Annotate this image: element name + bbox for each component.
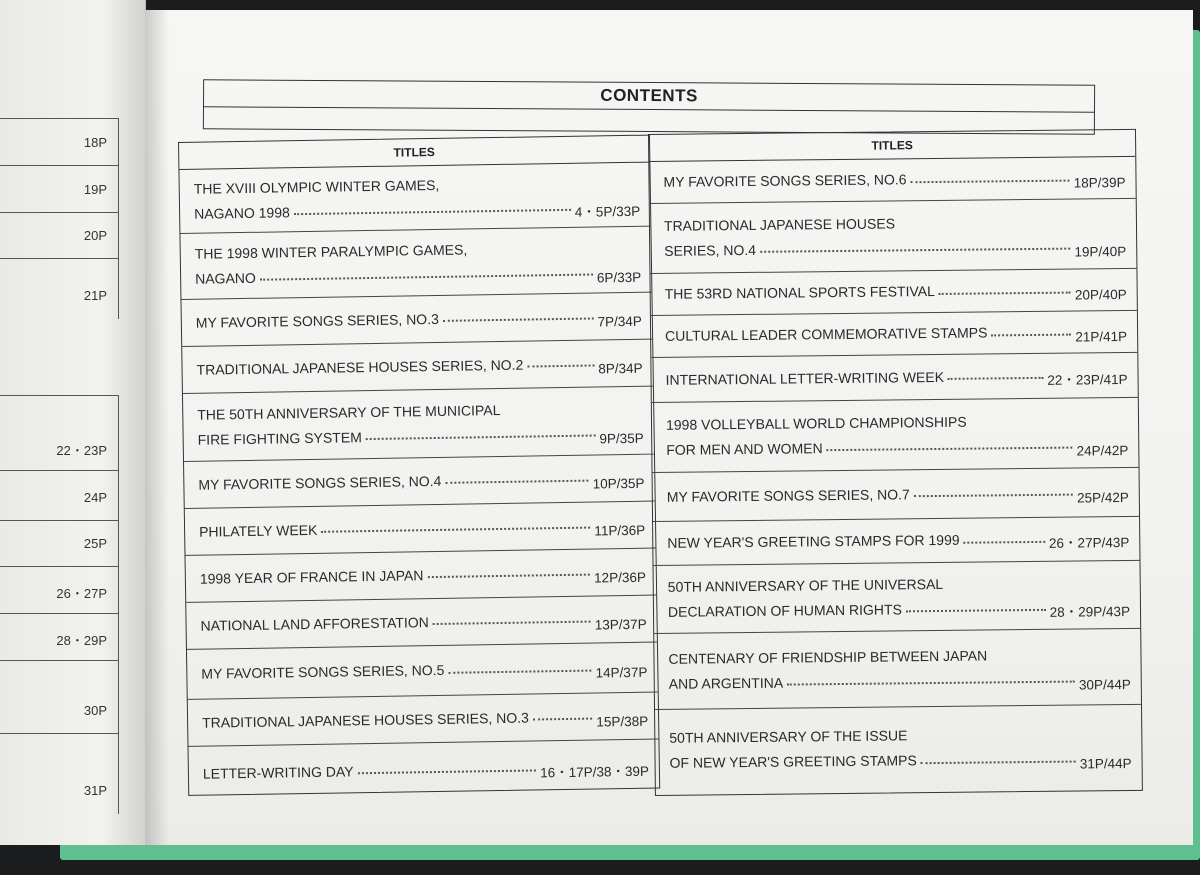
entry-title-line1: CENTENARY OF FRIENDSHIP BETWEEN JAPAN	[668, 646, 988, 667]
entry-page-number: 16・17P/38・39P	[540, 763, 650, 780]
entry-page-number: 6P/33P	[596, 269, 642, 285]
contents-entry	[651, 353, 1137, 403]
entry-page-number: 31P/44P	[1079, 755, 1132, 772]
dot-leader	[366, 434, 596, 440]
contents-page	[145, 10, 1193, 845]
contents-entry	[654, 561, 1141, 634]
entry-page-number: 10P/35P	[592, 475, 645, 492]
contents-entry	[186, 549, 657, 603]
page-reference: 25P	[83, 536, 107, 551]
entry-title: OF NEW YEAR'S GREETING STAMPS	[669, 752, 917, 771]
entry-list	[649, 157, 1142, 792]
dot-leader	[914, 494, 1073, 498]
contents-heading: CONTENTS	[204, 80, 1094, 112]
dot-leader	[260, 274, 593, 281]
dot-leader	[948, 377, 1043, 380]
dot-leader	[910, 179, 1069, 183]
page-reference: 21P	[83, 288, 107, 303]
entry-title: 1998 YEAR OF FRANCE IN JAPAN	[199, 566, 424, 587]
dot-leader	[448, 669, 591, 673]
dot-leader	[427, 574, 590, 579]
entry-title: INTERNATIONAL LETTER-WRITING WEEK	[665, 368, 945, 388]
contents-entry	[653, 517, 1139, 566]
contents-entry	[179, 163, 650, 234]
entry-page-number: 25P/42P	[1076, 489, 1129, 506]
entry-page-number: 15P/38P	[596, 713, 649, 729]
column-header: TITLES	[179, 136, 649, 170]
contents-entry	[650, 269, 1136, 316]
entry-title: FOR MEN AND WOMEN	[666, 439, 823, 458]
contents-entry	[185, 502, 656, 556]
entry-list	[179, 163, 659, 801]
entry-page-number: 18P/39P	[1073, 175, 1126, 191]
entry-title: LETTER-WRITING DAY	[202, 762, 354, 782]
entry-title: SERIES, NO.4	[664, 241, 757, 259]
contents-entry	[180, 227, 651, 300]
entry-page-number: 30P/44P	[1078, 676, 1131, 693]
entry-page-number: 19P/40P	[1074, 243, 1127, 260]
dot-leader	[443, 317, 594, 321]
dot-leader	[760, 248, 1070, 253]
entry-title: NATIONAL LAND AFFORESTATION	[200, 613, 429, 634]
entry-title: NEW YEAR'S GREETING STAMPS FOR 1999	[667, 531, 960, 551]
dot-leader	[533, 718, 592, 721]
entry-title: TRADITIONAL JAPANESE HOUSES SERIES, NO.3	[201, 709, 529, 731]
dot-leader	[527, 364, 594, 367]
left-page	[0, 0, 146, 845]
page-reference: 28・29P	[56, 633, 107, 648]
page-reference: 19P	[83, 182, 107, 197]
entry-title: DECLARATION OF HUMAN RIGHTS	[667, 600, 902, 620]
page-reference: 24P	[83, 490, 107, 505]
contents-entry	[655, 705, 1142, 792]
entry-title-line1: THE XVIII OLYMPIC WINTER GAMES,	[193, 176, 440, 197]
contents-entry	[188, 693, 659, 747]
entry-page-number: 21P/41P	[1075, 328, 1128, 345]
contents-entry	[653, 468, 1139, 522]
entry-title: THE 53RD NATIONAL SPORTS FESTIVAL	[664, 283, 935, 302]
page-reference: 18P	[83, 135, 107, 150]
dot-leader	[991, 333, 1071, 336]
entry-page-number: 28・29P/43P	[1049, 603, 1131, 620]
contents-entry	[650, 199, 1137, 274]
page-gutter-shadow	[145, 10, 169, 845]
column-header: TITLES	[649, 130, 1135, 162]
left-page-row	[0, 395, 119, 471]
entry-title-line1: 50TH ANNIVERSARY OF THE UNIVERSAL	[667, 575, 944, 595]
page-reference: 30P	[83, 703, 107, 718]
dot-leader	[445, 480, 588, 484]
entry-title: NAGANO 1998	[193, 203, 290, 222]
entry-title: CULTURAL LEADER COMMEMORATIVE STAMPS	[665, 324, 988, 344]
dot-leader	[964, 540, 1045, 543]
dot-leader	[906, 609, 1046, 612]
entry-title: MY FAVORITE SONGS SERIES, NO.5	[201, 661, 445, 682]
left-page-row	[0, 660, 119, 734]
entry-title: TRADITIONAL JAPANESE HOUSES SERIES, NO.2	[196, 356, 524, 378]
page-reference: 20P	[83, 228, 107, 243]
contents-entry	[182, 340, 653, 394]
entry-page-number: 4・5P/33P	[574, 203, 641, 220]
entry-page-number: 7P/34P	[597, 313, 642, 329]
contents-entry	[189, 740, 660, 801]
entry-title: NAGANO	[195, 269, 256, 287]
contents-heading-box	[203, 79, 1095, 134]
contents-entry	[654, 629, 1141, 710]
entry-title-line1: TRADITIONAL JAPANESE HOUSES	[663, 214, 896, 234]
dot-leader	[294, 209, 571, 215]
contents-entry	[649, 157, 1135, 204]
entry-title-line1: THE 50TH ANNIVERSARY OF THE MUNICIPAL	[197, 401, 501, 423]
page-reference: 22・23P	[56, 443, 107, 458]
contents-entry	[186, 596, 657, 650]
entry-title: PHILATELY WEEK	[198, 521, 318, 540]
entry-title: MY FAVORITE SONGS SERIES, NO.3	[195, 310, 439, 331]
entry-page-number: 8P/34P	[598, 360, 643, 376]
entry-page-number: 12P/36P	[593, 569, 647, 586]
entry-title: MY FAVORITE SONGS SERIES, NO.6	[663, 171, 907, 190]
entry-title: AND ARGENTINA	[668, 674, 784, 692]
contents-entry	[184, 455, 655, 509]
entry-page-number: 9P/35P	[599, 430, 644, 446]
dot-leader	[358, 769, 537, 774]
contents-entry	[652, 398, 1139, 473]
dot-leader	[921, 760, 1076, 764]
dot-leader	[433, 621, 591, 625]
entry-title: FIRE FIGHTING SYSTEM	[197, 428, 362, 448]
dot-leader	[939, 291, 1071, 294]
entry-title-line1: THE 1998 WINTER PARALYMPIC GAMES,	[194, 240, 468, 262]
dot-leader	[321, 527, 590, 533]
titles-column-left	[178, 135, 660, 796]
left-page-row	[0, 733, 119, 814]
contents-entry	[183, 387, 654, 462]
entry-page-number: 14P/37P	[595, 664, 648, 681]
contents-entry	[651, 311, 1137, 358]
page-reference: 31P	[83, 783, 107, 798]
entry-page-number: 13P/37P	[594, 616, 647, 633]
page-reference: 26・27P	[56, 586, 107, 601]
entry-page-number: 11P/36P	[594, 522, 646, 539]
entry-page-number: 26・27P/43P	[1048, 534, 1130, 551]
entry-page-number: 20P/40P	[1074, 286, 1127, 303]
entry-title: MY FAVORITE SONGS SERIES, NO.7	[666, 485, 910, 505]
titles-column-right	[648, 129, 1143, 796]
entry-title-line1: 50TH ANNIVERSARY OF THE ISSUE	[669, 727, 908, 746]
contents-entry	[181, 293, 652, 347]
entry-page-number: 22・23P/41P	[1047, 371, 1128, 388]
entry-title: MY FAVORITE SONGS SERIES, NO.4	[198, 472, 442, 493]
entry-page-number: 24P/42P	[1076, 442, 1129, 459]
dot-leader	[787, 681, 1075, 686]
entry-title-line1: 1998 VOLLEYBALL WORLD CHAMPIONSHIPS	[665, 413, 967, 433]
contents-entry	[187, 643, 658, 700]
dot-leader	[827, 447, 1073, 452]
